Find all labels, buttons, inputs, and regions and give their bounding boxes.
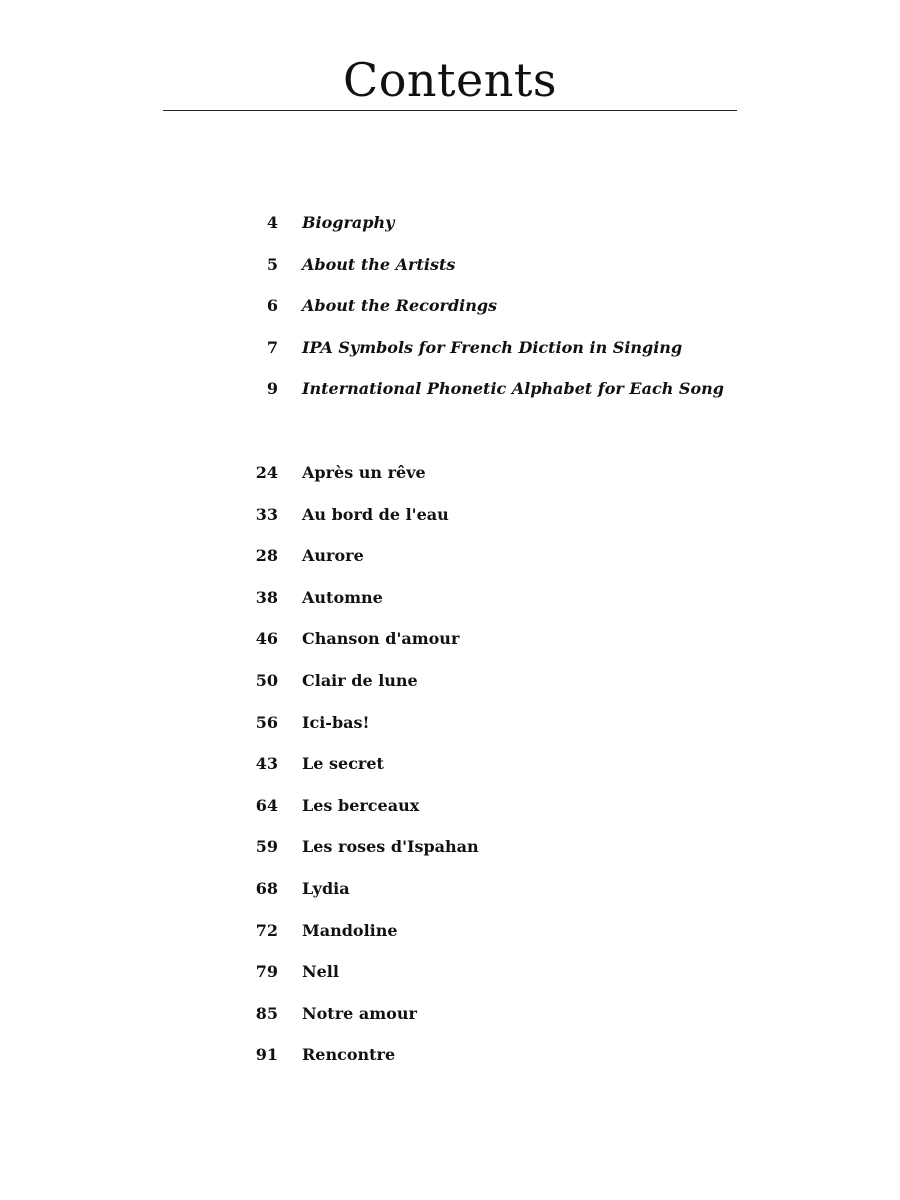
toc-entry[interactable] — [0, 749, 900, 791]
toc-title[interactable]: Rencontre — [302, 1045, 396, 1065]
toc-title[interactable]: Lydia — [302, 878, 350, 898]
toc-entry[interactable] — [0, 791, 900, 833]
toc-entry[interactable] — [0, 666, 900, 708]
toc-title[interactable]: About the Recordings — [302, 296, 498, 316]
toc-page-number: 56 — [255, 712, 278, 732]
toc-title[interactable]: Biography — [302, 213, 395, 232]
title-divider — [163, 110, 737, 111]
toc-entry[interactable] — [0, 458, 900, 500]
toc-title[interactable]: Les berceaux — [302, 795, 420, 815]
toc-page-number: 91 — [255, 1045, 278, 1065]
toc-page-number: 38 — [255, 587, 278, 607]
toc-title[interactable]: Le secret — [302, 754, 384, 774]
toc-title[interactable]: Notre amour — [302, 1003, 417, 1023]
toc-page-number: 33 — [255, 504, 278, 524]
toc-page-number: 85 — [255, 1003, 278, 1023]
toc-page-number: 59 — [255, 837, 278, 857]
toc-page-number: 68 — [255, 878, 278, 898]
toc-entry[interactable] — [0, 541, 900, 583]
toc-entry[interactable] — [0, 1040, 900, 1082]
toc-entry[interactable] — [0, 583, 900, 625]
toc-title[interactable]: Ici-bas! — [302, 712, 370, 732]
toc-title[interactable]: Chanson d'amour — [302, 629, 460, 649]
toc-entry[interactable] — [0, 916, 900, 958]
toc-page-number: 5 — [266, 254, 278, 274]
toc-page-number: 9 — [266, 379, 278, 399]
toc-title[interactable]: Les roses d'Ispahan — [302, 837, 479, 857]
toc-page-number: 50 — [255, 670, 278, 690]
toc-title[interactable]: Clair de lune — [302, 670, 418, 690]
toc-page-number: 28 — [255, 546, 278, 566]
toc-title[interactable]: Au bord de l'eau — [302, 504, 449, 524]
toc-title[interactable]: Automne — [302, 587, 383, 607]
page-title: Contents — [343, 53, 557, 107]
toc-entry[interactable] — [0, 208, 900, 250]
toc-title[interactable]: Mandoline — [302, 920, 398, 940]
toc-entry[interactable] — [0, 333, 900, 375]
toc-entry[interactable] — [0, 832, 900, 874]
toc-entry[interactable] — [0, 874, 900, 916]
toc-entry[interactable] — [0, 250, 900, 292]
toc-entry[interactable] — [0, 957, 900, 999]
toc-entry[interactable] — [0, 708, 900, 750]
toc-page-number: 46 — [255, 629, 278, 649]
toc-title[interactable]: Aurore — [302, 546, 364, 566]
toc-entry[interactable] — [0, 291, 900, 333]
toc-page-number: 6 — [266, 296, 278, 316]
toc-page-number: 43 — [255, 754, 278, 774]
toc-entry[interactable] — [0, 374, 900, 416]
toc-page-number: 72 — [255, 920, 278, 940]
toc-entry[interactable] — [0, 624, 900, 666]
toc-entry[interactable] — [0, 500, 900, 542]
toc-page-number: 64 — [255, 795, 278, 815]
toc-page-number: 7 — [266, 337, 278, 357]
toc-page-number: 24 — [255, 463, 278, 482]
toc-entry[interactable] — [0, 999, 900, 1041]
front-matter-list — [0, 208, 900, 416]
songs-list — [0, 458, 900, 1082]
toc-title[interactable]: Nell — [302, 962, 339, 982]
toc-title[interactable]: About the Artists — [302, 254, 456, 274]
toc-page-number: 79 — [255, 962, 278, 982]
toc-title[interactable]: International Phonetic Alphabet for Each Song — [302, 379, 724, 399]
toc-page-number: 4 — [266, 213, 278, 232]
toc-title[interactable]: Après un rêve — [302, 463, 426, 482]
toc-title[interactable]: IPA Symbols for French Diction in Singing — [302, 337, 683, 357]
